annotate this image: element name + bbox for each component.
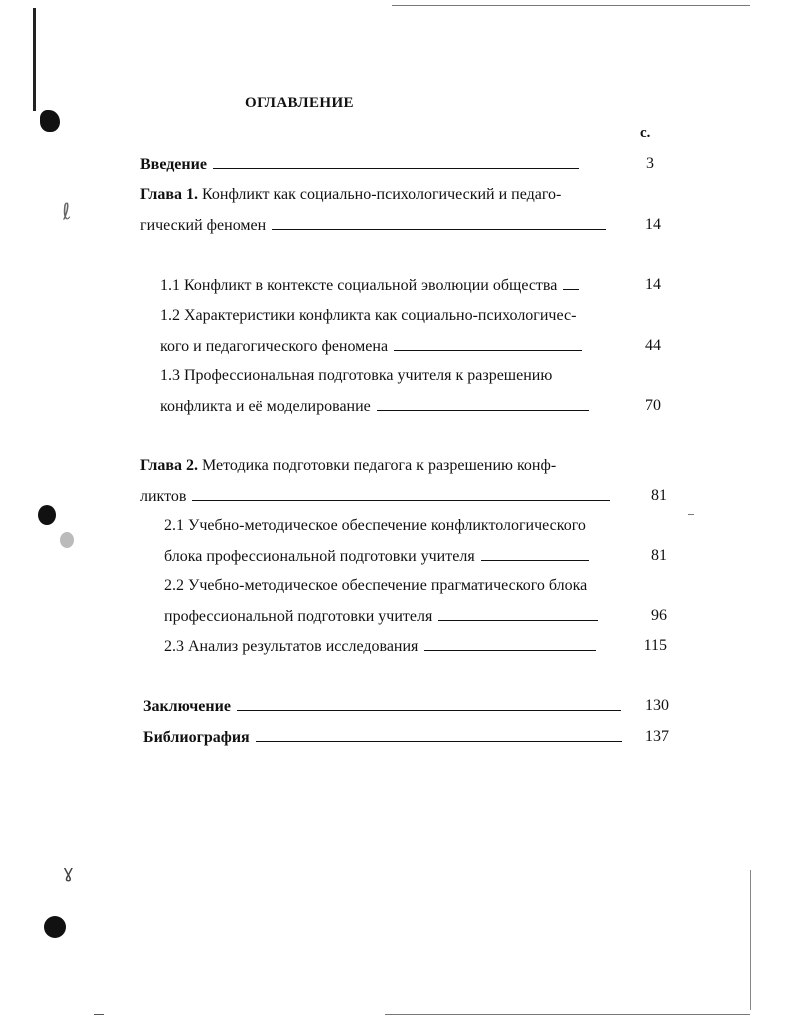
section-title: 1.1 Конфликт в контексте социальной эволюции общества — [160, 277, 558, 294]
toc-entry-chapter-1 — [140, 185, 561, 205]
section-title-line-2: конфликта и её моделирование — [160, 398, 371, 415]
page-column-label: с. — [640, 125, 651, 141]
toc-entry-section-2-2-cont — [164, 606, 598, 627]
section-title-line-1: 2.1 Учебно-методическое обеспечение конфликтологического — [164, 517, 586, 534]
toc-entry-conclusion — [143, 696, 621, 717]
toc-entry-chapter-2-cont — [140, 486, 610, 507]
toc-page-number: 115 — [643, 637, 667, 654]
toc-page-number: 81 — [651, 487, 667, 504]
leader-line — [481, 546, 589, 561]
scan-border-right — [750, 870, 751, 1010]
toc-page-number: 14 — [645, 216, 661, 233]
chapter-title-line-2: гический феномен — [140, 217, 267, 234]
leader-line — [272, 215, 606, 230]
section-title-line-1: 1.2 Характеристики конфликта как социально-психологичес- — [160, 307, 577, 324]
toc-page-number: 3 — [646, 155, 654, 172]
toc-entry-section-1-2 — [160, 306, 576, 326]
toc-page-number: 14 — [645, 276, 661, 293]
toc-entry-chapter-2 — [140, 456, 556, 476]
chapter-title-line-2: ликтов — [140, 488, 187, 505]
scan-smudge — [60, 532, 74, 548]
toc-page-number: 96 — [651, 607, 667, 624]
section-title-line-1: 1.3 Профессиональная подготовка учителя к разрешению — [160, 367, 553, 384]
toc-entry-bibliography — [143, 727, 622, 748]
leader-line — [377, 396, 589, 411]
toc-entry-section-2-1 — [164, 516, 586, 536]
chapter-label: Глава 1. — [140, 186, 198, 203]
leader-line — [237, 696, 621, 711]
toc-entry-label: Введение — [140, 156, 207, 173]
toc-entry-intro — [140, 154, 579, 175]
toc-entry-section-2-2 — [164, 576, 587, 596]
punch-hole-bottom — [44, 916, 66, 938]
scan-border-bottom — [385, 1014, 750, 1015]
punch-hole-middle — [38, 505, 56, 525]
scan-border-left — [33, 8, 36, 111]
toc-entry-section-1-1 — [160, 275, 579, 296]
toc-page-number: 130 — [645, 697, 669, 714]
chapter-title-line-1: Методика подготовки педагога к разрешению конф- — [198, 457, 557, 474]
chapter-title-line-1: Конфликт как социально-психологический и педаго- — [198, 186, 562, 203]
section-title-line-2: блока профессиональной подготовки учителя — [164, 548, 475, 565]
toc-entry-section-2-3 — [164, 636, 596, 657]
leader-line — [213, 154, 579, 169]
chapter-label: Глава 2. — [140, 457, 198, 474]
leader-line — [438, 606, 598, 621]
scan-border-top — [392, 5, 750, 6]
section-title: 2.3 Анализ результатов исследования — [164, 638, 419, 655]
toc-page-number: 81 — [651, 547, 667, 564]
toc-page-number: 44 — [645, 337, 661, 354]
toc-page-number: 70 — [645, 397, 661, 414]
toc-entry-section-1-2-cont — [160, 336, 582, 357]
leader-line — [192, 486, 610, 501]
section-title-line-1: 2.2 Учебно-методическое обеспечение прагматического блока — [164, 577, 588, 594]
toc-page-number: 137 — [645, 728, 669, 745]
toc-entry-section-2-1-cont — [164, 546, 589, 567]
section-title-line-2: кого и педагогического феномена — [160, 338, 389, 355]
toc-entry-chapter-1-cont — [140, 215, 606, 236]
pencil-mark: ℓ — [59, 199, 74, 226]
toc-entry-label: Библиография — [143, 729, 250, 746]
scan-tick — [688, 514, 694, 515]
toc-entry-section-1-3-cont — [160, 396, 589, 417]
leader-line — [256, 727, 622, 742]
leader-line — [563, 275, 579, 290]
toc-title: ОГЛАВЛЕНИЕ — [245, 95, 354, 111]
scan-tick — [94, 1014, 104, 1015]
scan-speck: ɣ — [63, 862, 74, 883]
leader-line — [424, 636, 596, 651]
punch-hole-top — [40, 110, 60, 132]
leader-line — [394, 336, 582, 351]
toc-entry-section-1-3 — [160, 366, 552, 386]
toc-entry-label: Заключение — [143, 698, 231, 715]
section-title-line-2: профессиональной подготовки учителя — [164, 608, 433, 625]
